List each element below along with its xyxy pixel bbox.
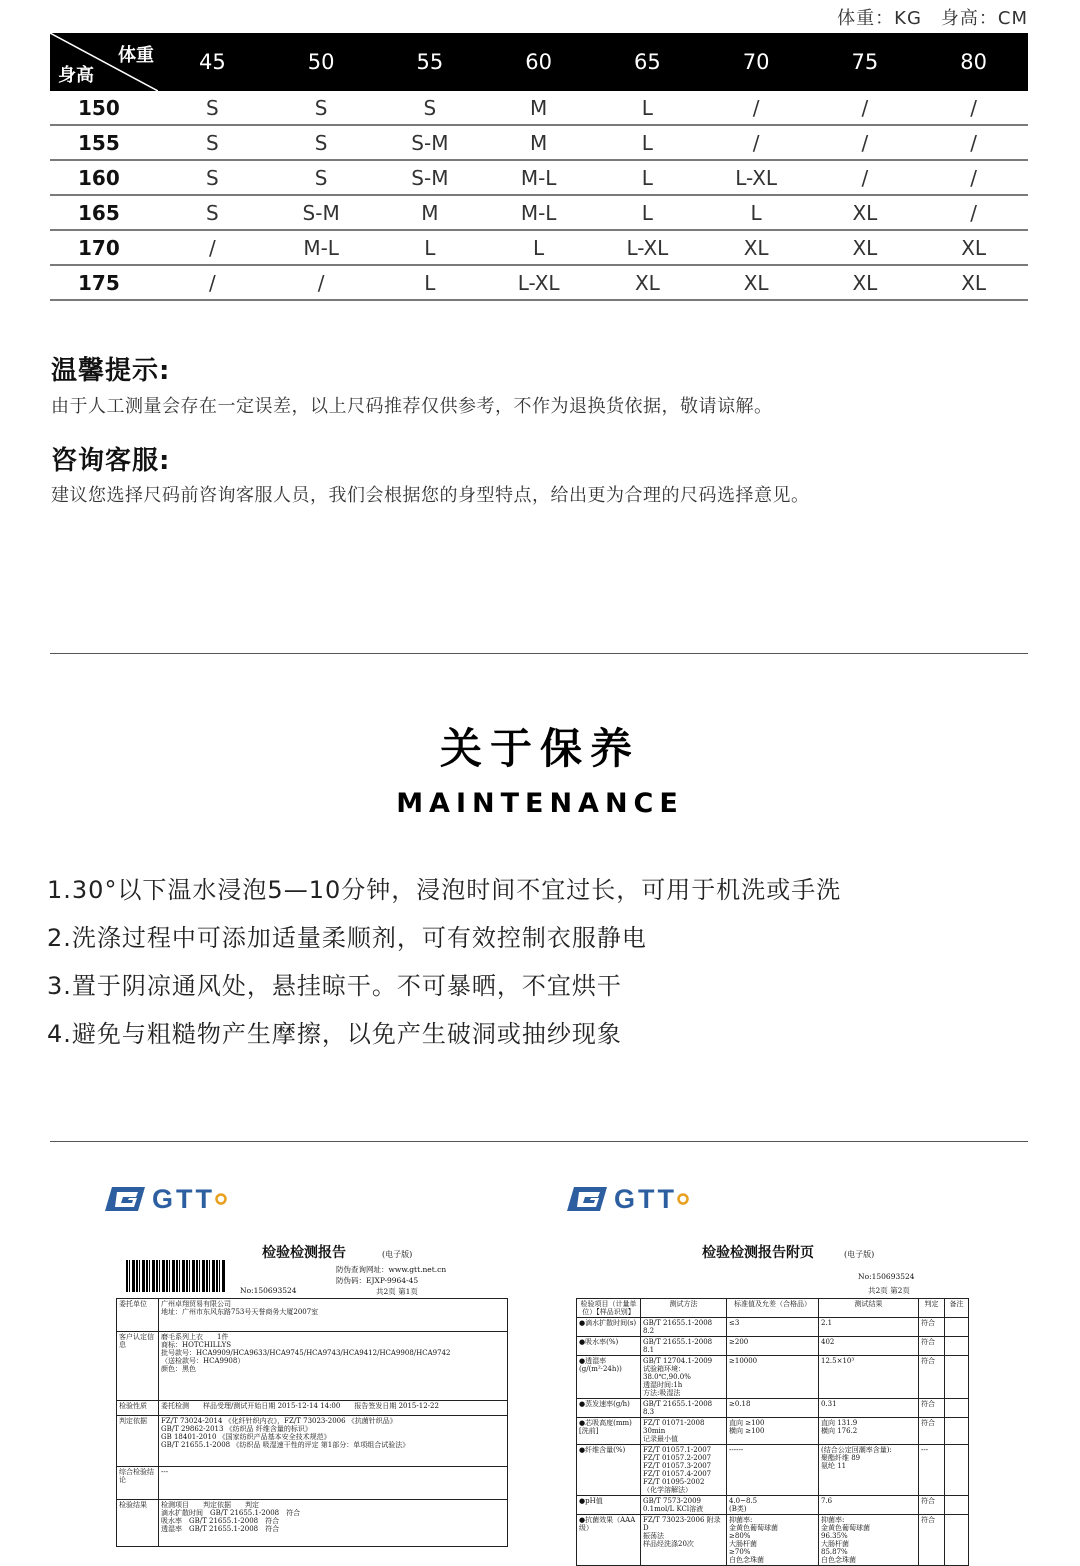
report-cell: GB/T 21655.1-2008 8.2 <box>641 1318 727 1337</box>
size-cell: M <box>484 125 593 160</box>
size-cell: L <box>593 195 702 230</box>
report-cell <box>945 1337 969 1356</box>
report-cell: ≥10000 <box>727 1356 819 1399</box>
size-cell: L <box>484 230 593 265</box>
size-chart-body <box>50 91 1028 300</box>
size-cell: L <box>593 91 702 125</box>
section-divider <box>50 653 1028 654</box>
height-cell: 170 <box>50 230 158 265</box>
report-cell <box>945 1418 969 1445</box>
report-cell: ●滴水扩散时间(s) <box>577 1318 641 1337</box>
size-chart-row <box>50 160 1028 195</box>
weight-header: 60 <box>484 33 593 91</box>
report-field-label: 委托单位 <box>117 1299 159 1332</box>
report-cell: 符合 <box>919 1337 945 1356</box>
report-cell: 抑菌率: 金黄色葡萄球菌 ≥80% 大肠杆菌 ≥70% 白色念珠菌 <box>727 1515 819 1566</box>
height-axis-label: 身高 <box>58 65 94 86</box>
report-cell <box>945 1356 969 1399</box>
size-cell: L <box>593 160 702 195</box>
report-column-header: 标准值及允差（合格品） <box>727 1299 819 1318</box>
size-cell: / <box>811 91 920 125</box>
report-field-value: 检测项目 判定依据 判定 滴水扩散时间 GB/T 21655.1-2008 符合 吸水率 GB/T 21655.1-2008 符合 透湿率 GB/T 21655.1-2008 符合 <box>159 1500 508 1547</box>
height-cell: 175 <box>50 265 158 300</box>
maintenance-subtitle: MAINTENANCE <box>396 788 684 819</box>
size-cell: L <box>376 230 485 265</box>
weight-header: 75 <box>811 33 920 91</box>
report-cell: FZ/T 01071-2008 30min 记录最小值 <box>641 1418 727 1445</box>
size-cell: / <box>811 160 920 195</box>
report-cell: 符合 <box>919 1496 945 1515</box>
gtt-dot-icon <box>215 1193 227 1205</box>
report-number: No:150693524 <box>858 1272 915 1281</box>
size-cell: S <box>158 160 267 195</box>
barcode <box>126 1260 226 1292</box>
report-field-label: 检验结果 <box>117 1500 159 1547</box>
report-cell: GB/T 12704.1-2009 试验箱环境：38.0℃,90.0% 透湿时间:1h 方法:吸湿法 <box>641 1356 727 1399</box>
height-cell: 165 <box>50 195 158 230</box>
size-cell: L-XL <box>702 160 811 195</box>
height-cell: 160 <box>50 160 158 195</box>
size-cell: XL <box>702 265 811 300</box>
maintenance-title: 关于保养 <box>439 724 640 773</box>
size-cell: M-L <box>484 195 593 230</box>
care-instruction: 3.置于阴凉通风处，悬挂晾干。不可暴晒，不宜烘干 <box>47 972 622 1000</box>
report-cell: ≥0.18 <box>727 1399 819 1418</box>
size-cell: L-XL <box>484 265 593 300</box>
report-number: No:150693524 <box>240 1286 297 1295</box>
report-page: 共2页 第1页 <box>376 1287 418 1296</box>
size-cell: / <box>811 125 920 160</box>
size-chart-row <box>50 91 1028 125</box>
warm-tip-title: 温馨提示: <box>51 356 171 386</box>
report-column-header: 判定 <box>919 1299 945 1318</box>
size-cell: L <box>702 195 811 230</box>
report-cell: ●蒸发速率(g/h) <box>577 1399 641 1418</box>
size-chart-header-row <box>50 33 1028 91</box>
report-field-value: --- <box>159 1467 508 1500</box>
size-cell: / <box>702 125 811 160</box>
size-cell: L <box>376 265 485 300</box>
verify-code: 防伪码：EJXP-9964-45 <box>336 1276 419 1285</box>
size-cell: / <box>702 91 811 125</box>
size-cell: M <box>376 195 485 230</box>
report-edition: (电子版) <box>382 1250 413 1259</box>
report-row <box>117 1401 508 1416</box>
report-cell: 抑菌率: 金黄色葡萄球菌 96.35% 大肠杆菌 85.87% 白色念珠菌 <box>819 1515 919 1566</box>
report-cell: GB/T 21655.1-2008 8.1 <box>641 1337 727 1356</box>
report-cell <box>945 1445 969 1496</box>
gtt-logo-text: GTT <box>614 1183 677 1214</box>
report-row <box>577 1445 969 1496</box>
test-report-page-2 <box>576 1238 971 1564</box>
report-cell: ≤3 <box>727 1318 819 1337</box>
report-cell: FZ/T 73023-2006 附录D 振荡法 样品经洗涤20次 <box>641 1515 727 1566</box>
report-cell: 符合 <box>919 1418 945 1445</box>
size-cell: XL <box>919 230 1028 265</box>
verify-site: 防伪查询网址：www.gtt.net.cn <box>336 1265 447 1274</box>
report-column-header: 测试方法 <box>641 1299 727 1318</box>
report-field-label: 综合检验结论 <box>117 1467 159 1500</box>
weight-header: 45 <box>158 33 267 91</box>
weight-axis-label: 体重 <box>118 45 154 66</box>
care-instruction: 1.30°以下温水浸泡5—10分钟，浸泡时间不宜过长，可用于机洗或手洗 <box>47 876 842 904</box>
size-cell: XL <box>702 230 811 265</box>
report-cell: 符合 <box>919 1515 945 1566</box>
size-cell: / <box>158 230 267 265</box>
size-cell: XL <box>811 265 920 300</box>
report-row <box>577 1337 969 1356</box>
size-cell: M-L <box>267 230 376 265</box>
size-cell: / <box>919 125 1028 160</box>
report-cell: ●吸水率(%) <box>577 1337 641 1356</box>
size-cell: S <box>267 160 376 195</box>
size-cell: S <box>158 91 267 125</box>
report-row <box>117 1332 508 1401</box>
size-cell: S-M <box>376 125 485 160</box>
size-cell: XL <box>919 265 1028 300</box>
weight-header: 65 <box>593 33 702 91</box>
gtt-logo-text: GTT <box>152 1183 215 1214</box>
size-cell: S <box>376 91 485 125</box>
report-edition: (电子版) <box>844 1250 875 1259</box>
report-cell <box>945 1515 969 1566</box>
size-cell: XL <box>811 195 920 230</box>
report-cell: GB/T 7573-2009 0.1mol/L KCl溶液 <box>641 1496 727 1515</box>
weight-header: 55 <box>376 33 485 91</box>
size-cell: M <box>484 91 593 125</box>
report-cell: ●芯吸高度(mm)[洗前] <box>577 1418 641 1445</box>
size-cell: S-M <box>376 160 485 195</box>
report-cell: 0.31 <box>819 1399 919 1418</box>
test-report-page-1 <box>114 1238 509 1548</box>
report-cell: (结合公定回潮率含量): 聚酯纤维 89 氨纶 11 <box>819 1445 919 1496</box>
size-cell: S <box>267 125 376 160</box>
report-column-header: 备注 <box>945 1299 969 1318</box>
size-cell: L <box>593 125 702 160</box>
height-cell: 150 <box>50 91 158 125</box>
report-title: 检验检测报告 <box>262 1245 346 1261</box>
report-cell: 12.5×10³ <box>819 1356 919 1399</box>
report-row <box>117 1299 508 1332</box>
size-cell: XL <box>593 265 702 300</box>
report-cell: GB/T 21655.1-2008 8.3 <box>641 1399 727 1418</box>
report-cell <box>945 1496 969 1515</box>
size-chart-row <box>50 125 1028 160</box>
report-table-header <box>577 1299 969 1318</box>
service-tip-text: 建议您选择尺码前咨询客服人员，我们会根据您的身型特点，给出更为合理的尺码选择意见。 <box>51 485 810 506</box>
size-cell: L-XL <box>593 230 702 265</box>
report-cell: 符合 <box>919 1318 945 1337</box>
size-chart-row <box>50 265 1028 300</box>
gtt-dot-icon <box>677 1193 689 1205</box>
report-field-value: 磨毛系列上衣 1件 商标：HOTCHILLYS 批号款号：HCA9909/HCA9633/HCA9745/HCA9743/HCA9412/HCA9908/HCA9742 （送检款号：HCA9908） 颜色：黑色 <box>159 1332 508 1401</box>
report-row <box>117 1467 508 1500</box>
size-cell: S <box>158 195 267 230</box>
report-field-value: 委托检测 样品受理/测试开始日期 2015-12-14 14:00 报告签发日期 2015-12-22 <box>159 1401 508 1416</box>
report-cell: ------ <box>727 1445 819 1496</box>
care-instruction: 4.避免与粗糙物产生摩擦，以免产生破洞或抽纱现象 <box>47 1020 622 1048</box>
size-chart-row <box>50 230 1028 265</box>
size-cell: / <box>267 265 376 300</box>
report-table <box>116 1298 508 1547</box>
size-cell: S <box>158 125 267 160</box>
report-column-header: 测试结果 <box>819 1299 919 1318</box>
size-cell: / <box>158 265 267 300</box>
size-cell: S <box>267 91 376 125</box>
weight-header: 70 <box>702 33 811 91</box>
size-chart-table <box>50 33 1028 301</box>
report-title: 检验检测报告附页 <box>702 1245 814 1261</box>
report-row <box>577 1399 969 1418</box>
report-cell: 符合 <box>919 1399 945 1418</box>
report-cell <box>945 1399 969 1418</box>
report-cell: 2.1 <box>819 1318 919 1337</box>
gtt-emblem-icon <box>566 1186 608 1212</box>
section-divider <box>50 1141 1028 1142</box>
size-cell: / <box>919 195 1028 230</box>
size-cell: M-L <box>484 160 593 195</box>
gtt-logo-right <box>566 1184 689 1214</box>
report-cell: 402 <box>819 1337 919 1356</box>
warm-tip-text: 由于人工测量会存在一定误差，以上尺码推荐仅供参考，不作为退换货依据，敬请谅解。 <box>51 396 773 417</box>
size-chart-row <box>50 195 1028 230</box>
report-field-label: 判定依据 <box>117 1416 159 1467</box>
report-field-value: 广州卓翔贸易有限公司 地址：广州市东风东路753号天誉商务大厦2007室 <box>159 1299 508 1332</box>
report-cell: ≥200 <box>727 1337 819 1356</box>
report-cell: 直向 131.9 横向 176.2 <box>819 1418 919 1445</box>
report-row <box>117 1416 508 1467</box>
gtt-emblem-icon <box>104 1186 146 1212</box>
report-field-label: 检验性质 <box>117 1401 159 1416</box>
report-cell: 4.0~8.5 (B类) <box>727 1496 819 1515</box>
weight-header: 50 <box>267 33 376 91</box>
report-cell <box>945 1318 969 1337</box>
weight-header: 80 <box>919 33 1028 91</box>
report-field-value: FZ/T 73024-2014 《化纤针织内衣》，FZ/T 73023-2006 《抗菌针织品》 GB/T 29862-2013 《纺织品 纤维含量的标识》 GB 18401-2010 《国家纺织产品基本安全技术规范》 GB/T 21655.1-2008 《纺织品 吸湿速干性的评定 第1部分：单项组合试验法》 <box>159 1416 508 1467</box>
size-cell: / <box>919 160 1028 195</box>
report-appendix-table <box>576 1298 969 1566</box>
report-cell: ●透湿率(g/(m²·24h)) <box>577 1356 641 1399</box>
size-chart-corner-cell <box>50 33 158 91</box>
height-cell: 155 <box>50 125 158 160</box>
report-row <box>117 1500 508 1547</box>
report-page: 共2页 第2页 <box>868 1286 910 1295</box>
size-cell: XL <box>811 230 920 265</box>
report-field-label: 客户认定信息 <box>117 1332 159 1401</box>
report-row <box>577 1418 969 1445</box>
care-instruction: 2.洗涤过程中可添加适量柔顺剂，可有效控制衣服静电 <box>47 924 647 952</box>
report-cell: ●pH值 <box>577 1496 641 1515</box>
size-cell: S-M <box>267 195 376 230</box>
report-cell: ●抗菌效果（AAA级） <box>577 1515 641 1566</box>
report-cell: 符合 <box>919 1356 945 1399</box>
units-note: 体重：KG 身高：CM <box>837 8 1028 29</box>
size-cell: / <box>919 91 1028 125</box>
report-column-header: 检验项目（计量单位）【样品识别】 <box>577 1299 641 1318</box>
report-cell: --- <box>919 1445 945 1496</box>
report-table-body <box>117 1299 508 1547</box>
report-row <box>577 1515 969 1566</box>
report-cell: 7.6 <box>819 1496 919 1515</box>
report-row <box>577 1356 969 1399</box>
report-cell: FZ/T 01057.1-2007 FZ/T 01057.2-2007 FZ/T 01057.3-2007 FZ/T 01057.4-2007 FZ/T 01095-2002 （化学溶解法） <box>641 1445 727 1496</box>
report-row <box>577 1496 969 1515</box>
gtt-logo-left <box>104 1184 227 1214</box>
report-row <box>577 1318 969 1337</box>
report-cell: 直向 ≥100 横向 ≥100 <box>727 1418 819 1445</box>
service-tip-title: 咨询客服: <box>51 446 171 476</box>
report-cell: ●纤维含量(%) <box>577 1445 641 1496</box>
report-table-body <box>577 1318 969 1566</box>
